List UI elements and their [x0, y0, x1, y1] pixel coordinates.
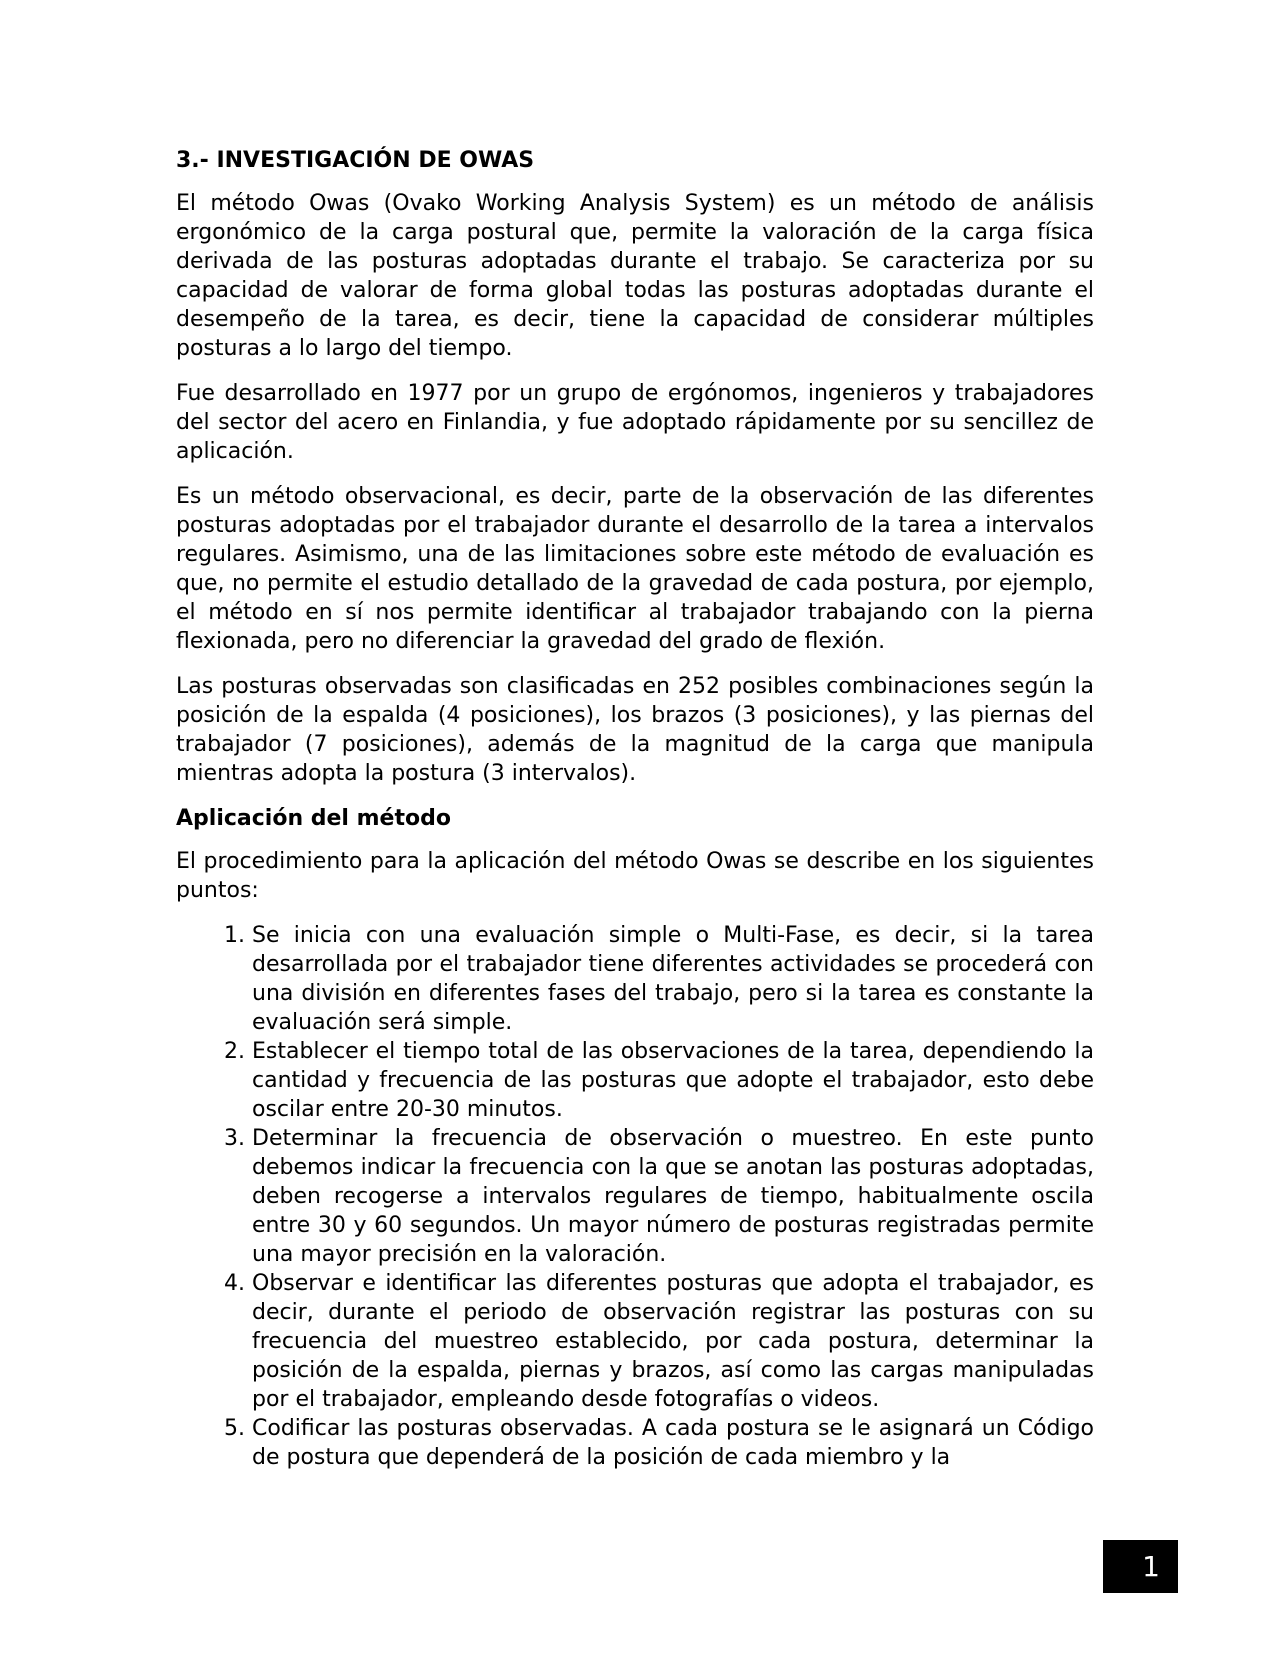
paragraph-owas-observational: Es un método observacional, es decir, parte de la observación de las diferentes posturas adoptadas por el trabajador durante el desarrollo de la tarea a intervalos regulares. Asimismo, una de las limitaciones sobre este método de evaluación es que, no permite el estudio detallado de la gravedad de cada postura, por ejemplo, el método en sí nos permite identificar al trabajador trabajando con la pierna flexionada, pero no diferenciar la gravedad del grado de flexión. [176, 484, 1094, 654]
paragraph-owas-combinations: Las posturas observadas son clasificadas en 252 posibles combinaciones según la posición de la espalda (4 posiciones), los brazos (3 posiciones), y las piernas del trabajador (7 posiciones), además de la magnitud de la carga que manipula mientras adopta la postura (3 intervalos). [176, 674, 1094, 786]
paragraph-owas-history: Fue desarrollado en 1977 por un grupo de ergónomos, ingenieros y trabajadores del sector del acero en Finlandia, y fue adoptado rápidamente por su sencillez de aplicación. [176, 381, 1094, 464]
paragraph-procedure-intro: El procedimiento para la aplicación del método Owas se describe en los siguientes puntos: [176, 849, 1094, 903]
list-item: 2. Establecer el tiempo total de las observaciones de la tarea, dependiendo la cantidad y frecuencia de las posturas que adopte el trabajador, esto debe oscilar entre 20-30 minutos. [252, 1037, 1094, 1124]
list-item: 1. Se inicia con una evaluación simple o Multi-Fase, es decir, si la tarea desarrollada por el trabajador tiene diferentes actividades se procederá con una división en diferentes fases del trabajo, pero si la tarea es constante la evaluación será simple. [252, 921, 1094, 1037]
page-number: 1 [1103, 1540, 1178, 1593]
list-item: 3. Determinar la frecuencia de observación o muestreo. En este punto debemos indicar la frecuencia con la que se anotan las posturas adoptadas, deben recogerse a intervalos regulares de tiempo, habitualmente oscila entre 30 y 60 segundos. Un mayor número de posturas registradas permite una mayor precisión en la valoración. [252, 1124, 1094, 1269]
paragraph-owas-definition: El método Owas (Ovako Working Analysis System) es un método de análisis ergonómico de la carga postural que, permite la valoración de la carga física derivada de las posturas adoptadas durante el trabajo. Se caracteriza por su capacidad de valorar de forma global todas las posturas adoptadas durante el desempeño de la tarea, es decir, tiene la capacidad de considerar múltiples posturas a lo largo del tiempo. [176, 191, 1094, 361]
list-item: 5. Codificar las posturas observadas. A cada postura se le asignará un Código de postura que dependerá de la posición de cada miembro y la [252, 1414, 1094, 1472]
section-title: 3.- INVESTIGACIÓN DE OWAS [176, 148, 535, 173]
procedure-steps-list [176, 921, 1094, 1472]
document-body [176, 146, 1094, 1472]
subsection-title: Aplicación del método [176, 806, 451, 831]
list-item: 4. Observar e identificar las diferentes posturas que adopta el trabajador, es decir, durante el periodo de observación registrar las posturas con su frecuencia del muestreo establecido, por cada postura, determinar la posición de la espalda, piernas y brazos, así como las cargas manipuladas por el trabajador, empleando desde fotografías o videos. [252, 1269, 1094, 1414]
